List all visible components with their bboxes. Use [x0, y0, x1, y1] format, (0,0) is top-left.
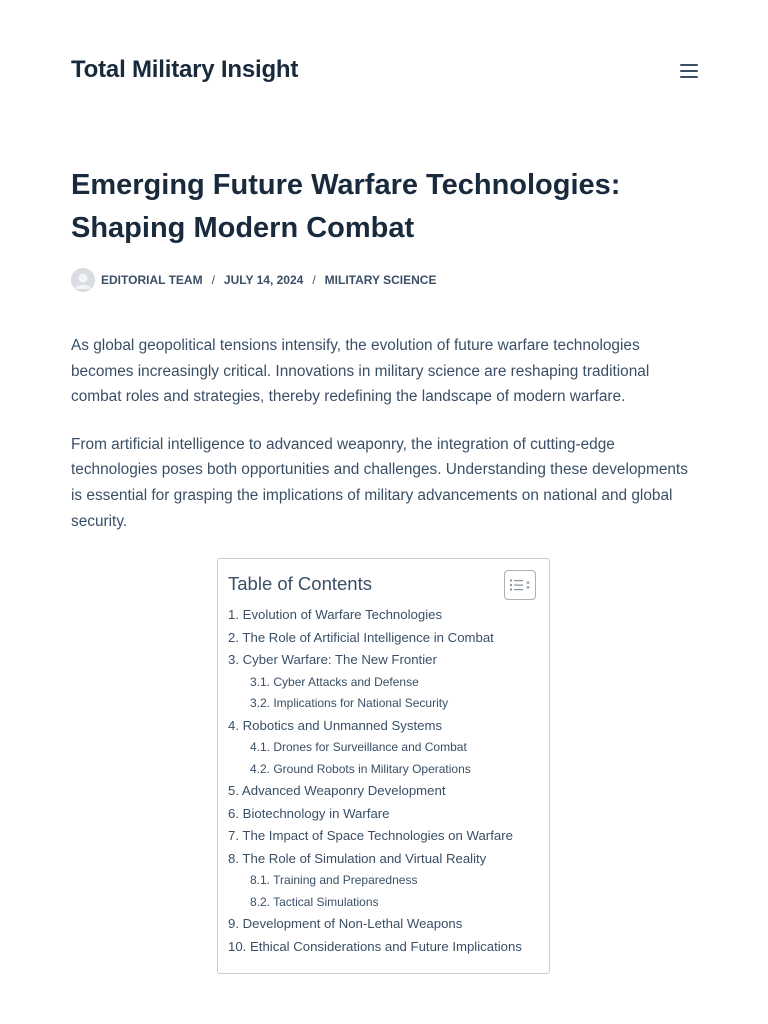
toc-item [228, 892, 543, 914]
toc-link[interactable]: 4. Robotics and Unmanned Systems [228, 717, 443, 733]
toc-item [228, 672, 543, 694]
toc-item [228, 737, 543, 759]
post-date: JULY 14, 2024 [223, 273, 304, 287]
hamburger-menu-icon-bar [680, 76, 698, 78]
toc-link[interactable]: 8.2. Tactical Simulations [250, 894, 379, 909]
user-avatar-icon[interactable] [71, 268, 95, 292]
meta-separator: / [211, 273, 215, 287]
paragraph: From artificial intelligence to advanced weaponry, the integration of cutting-edge technologies poses both opportunities and challenges. Understanding these developments is essential for grasping the implications of military advancements on national and global security. [71, 435, 688, 530]
post-title: Emerging Future Warfare Technologies: Shaping Modern Combat [71, 169, 621, 244]
category-link[interactable]: MILITARY SCIENCE [324, 273, 437, 287]
toc-link[interactable]: 6. Biotechnology in Warfare [228, 805, 390, 821]
post-content [71, 333, 703, 556]
toc-title: Table of Contents [228, 573, 372, 594]
toc-item [228, 780, 543, 803]
post-meta [71, 268, 436, 292]
toc-link[interactable]: 3.1. Cyber Attacks and Defense [250, 674, 419, 689]
toc-item [228, 693, 543, 715]
toc-link[interactable]: 8.1. Training and Preparedness [250, 873, 418, 887]
hamburger-menu-icon-bar [680, 70, 698, 72]
site-title[interactable]: Total Military Insight [71, 56, 299, 83]
toc-item [228, 715, 543, 738]
toc-list [228, 604, 543, 958]
toc-item [228, 870, 543, 892]
toc-link[interactable]: 5. Advanced Weaponry Development [228, 783, 446, 798]
toc-link[interactable]: 2. The Role of Artificial Intelligence in Combat [228, 629, 494, 645]
toc-item [228, 627, 543, 650]
toc-item [228, 848, 543, 871]
toc-link[interactable]: 4.1. Drones for Surveillance and Combat [250, 740, 467, 754]
toc-item [228, 604, 543, 627]
toc-toggle-button[interactable] [504, 570, 536, 600]
toc-item [228, 759, 543, 781]
toc-link[interactable]: 9. Development of Non-Lethal Weapons [228, 916, 463, 931]
toc-link[interactable]: 1. Evolution of Warfare Technologies [228, 607, 443, 622]
menu-button[interactable] [672, 58, 706, 84]
toc-item [228, 936, 543, 959]
toc-link[interactable]: 3. Cyber Warfare: The New Frontier [228, 652, 437, 667]
toc-link[interactable]: 3.2. Implications for National Security [250, 696, 449, 710]
table-of-contents [217, 558, 550, 974]
toc-item [228, 649, 543, 672]
author-link[interactable]: EDITORIAL TEAM [101, 273, 203, 287]
toc-item [228, 803, 543, 826]
paragraph: As global geopolitical tensions intensify, the evolution of future warfare technologies becomes increasingly critical. Innovations in military science are reshaping traditional combat roles and strategies, thereby redefining the landscape of modern warfare. [71, 337, 650, 406]
meta-separator: / [312, 273, 316, 287]
toc-item [228, 913, 543, 936]
toc-link[interactable]: 8. The Role of Simulation and Virtual Reality [228, 850, 487, 866]
toc-link[interactable]: 4.2. Ground Robots in Military Operations [250, 761, 471, 776]
hamburger-menu-icon [680, 64, 698, 66]
list-toggle-icon [509, 578, 531, 592]
toc-item [228, 825, 543, 848]
toc-link[interactable]: 10. Ethical Considerations and Future Implications [228, 938, 522, 954]
toc-link[interactable]: 7. The Impact of Space Technologies on Warfare [228, 828, 513, 843]
